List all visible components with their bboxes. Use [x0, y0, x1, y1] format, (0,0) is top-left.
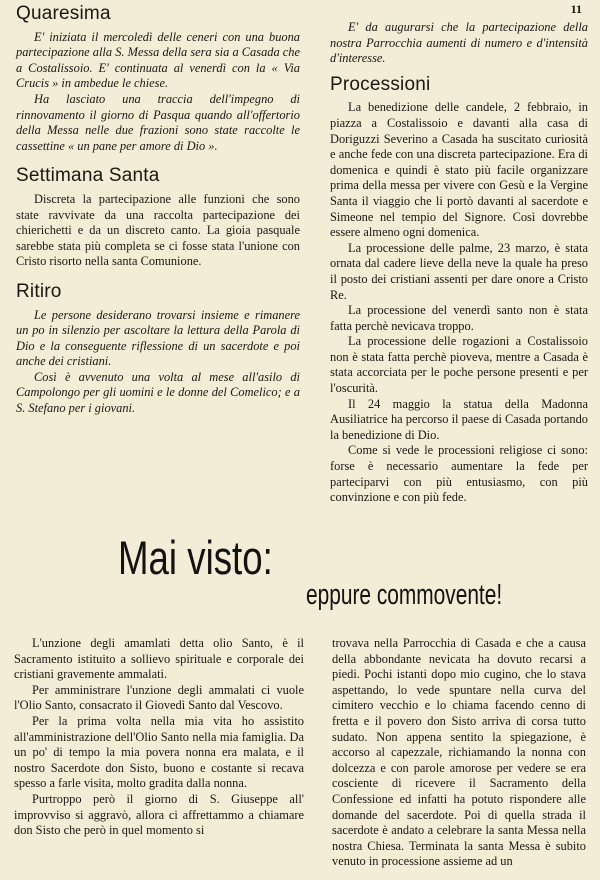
paragraph: E' da augurarsi che la partecipazione della nostra Parrocchia aumenti di numero e d'intensità d'interesse.	[330, 20, 588, 66]
paragraph: Purtroppo però il giorno di S. Giuseppe all' improvviso si aggravò, allora ci affrettammo a chiamare don Sisto che però in quel momento si	[14, 791, 304, 838]
paragraph: Ha lasciato una traccia dell'impegno di rinnovamento il giorno di Pasqua quando all'offertorio della Messa nelle due frazioni sono state raccolte le cassettine « un pane per amore di Dio ».	[16, 91, 300, 153]
right-top-column	[330, 20, 588, 506]
article-right-column	[332, 636, 586, 870]
paragraph: La processione del venerdì santo non è stata fatta perchè nevicava troppo.	[330, 303, 588, 333]
section-title-processioni: Processioni	[330, 73, 431, 95]
left-top-column	[16, 3, 300, 417]
paragraph: E' iniziata il mercoledì delle ceneri con una buona partecipazione alla S. Messa della sera sia a Casada che a Costalissoio. E' continuata al venerdì con la « Via Crucis » in ambedue le chiese.	[16, 29, 300, 91]
section-title-ritiro: Ritiro	[16, 280, 62, 302]
paragraph: Come si vede le processioni religiose ci sono: forse è necessario aumentare la fede per parteciparvi con più entusiasmo, con più convinzione e con più fede.	[330, 443, 588, 505]
section-title-settimana-santa: Settimana Santa	[16, 165, 160, 187]
paragraph: La processione delle rogazioni a Costalissoio non è stata fatta perchè pioveva, mentre a Casada è stata accorciata per le poche persone presenti e per l'oscurità.	[330, 334, 588, 396]
paragraph: La benedizione delle candele, 2 febbraio, in piazza a Costalissoio e davanti alla casa di Doriguzzi Severino a Casada ha suscitato curiosità e anche fede con una discreta partecipazione. Era di domenica e quindi è stato più facile organizzare prima della messa per vivere con Gesù e la Vergine Santa il viaggio che li portò davanti al sacerdote e Simeone nel tempio del Signore. Così dovrebbe essere almeno ogni domenica.	[330, 100, 588, 240]
paragraph: Le persone desiderano trovarsi insieme e rimanere un po in silenzio per ascoltare la lettura della Parola di Dio e la conseguente riflessione di un sacerdote e poi anche dei cristiani.	[16, 307, 300, 369]
paragraph: L'unzione degli amamlati detta olio Santo, è il Sacramento istituito a sollievo spirituale e corporale dei cristiani gravemente ammalati.	[14, 636, 304, 682]
article-left-column	[14, 636, 304, 839]
paragraph: Per la prima volta nella mia vita ho assistito all'amministrazione dell'Olio Santo nella mia famiglia. Da un po' di tempo la mia povera nonna era malata, e il nostro Sacerdote don Sisto, buono e costante si recava spesso a farle visita, molto gradita dalla nonna.	[14, 713, 304, 791]
paragraph: Il 24 maggio la statua della Madonna Ausiliatrice ha percorso il paese di Casada portando la benedizione di Dio.	[330, 396, 588, 442]
paragraph: Discreta la partecipazione alle funzioni che sono state ravvivate da una raccolta partecipazione dei chierichetti e da un discreto canto. La gioia pasquale sarebbe stata più completa se ci fosse stata l'unione con Cristo risorto nella santa Comunione.	[16, 191, 300, 269]
section-title-quaresima: Quaresima	[16, 3, 111, 24]
paragraph: Per amministrare l'unzione degli ammalati ci vuole l'Olio Santo, consacrato il Giovedì Santo dal Vescovo.	[14, 682, 304, 713]
paragraph: trovava nella Parrocchia di Casada e che a causa della abbondante nevicata ha dovuto recarsi a piedi. Pochi istanti dopo mio cugino, che lo stava aspettando, lo vede spuntare nella curva del cimitero vecchio e lo chiama facendo cenno di fretta e il povero don Sisto arriva di corsa tutto sudato. Non appena sentito la spiegazione, è accorso al capezzale, richiamando la nonna con dolcezza e con parole amorose per vedere se era cosciente di ricevere il Sacramento della Confessione ed infatti ha potuto rispondere alle domande del sacerdote. Poi di quella strada il sacerdote è andato a celebrare la santa Messa nella nostra Chiesa. Terminata la santa Messa è subito venuto in processione assieme ad un	[332, 636, 586, 869]
headline-sub: eppure commovente!	[306, 579, 503, 611]
headline-main: Mai visto:	[118, 531, 273, 584]
page-number: 11	[570, 2, 582, 16]
paragraph: La processione delle palme, 23 marzo, è stata ornata dal cadere lieve della neve la quale ha preso il posto dei cristiani assenti per dare onore a Cristo Re.	[330, 240, 588, 302]
paragraph: Così è avvenuto una volta al mese all'asilo di Campolongo per gli uomini e le donne del Comelico; e a S. Stefano per i giovani.	[16, 369, 300, 416]
